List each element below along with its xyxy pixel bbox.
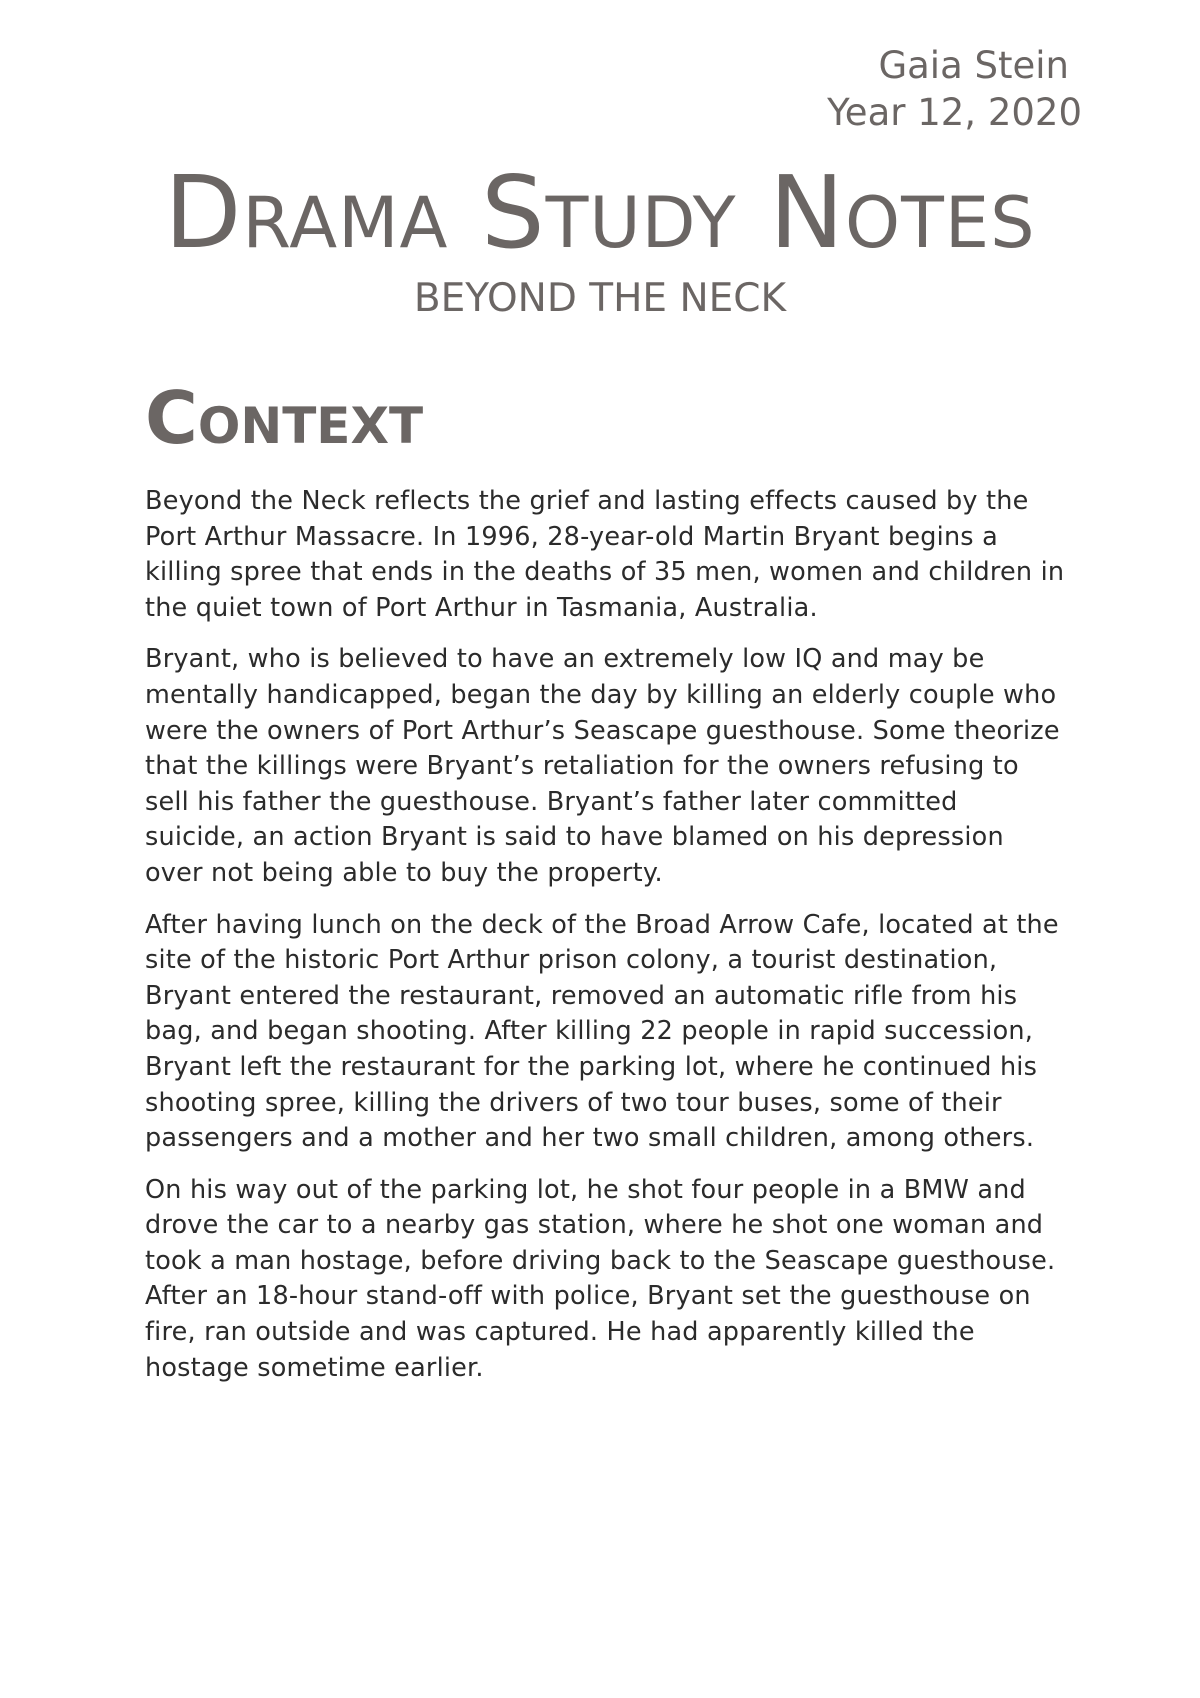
author-year: Year 12, 2020 xyxy=(827,91,1082,134)
paragraph: Bryant, who is believed to have an extremely low IQ and may be mentally handicapped, began the day by killing an elderly couple who were the owners of Port Arthur’s Seascape guesthouse. Some theorize that the killings were Bryant’s retaliation for the owners refusing to sell his father the guesthouse. Bryant’s father later committed suicide, an action Bryant is said to have blamed on his depression over not being able to buy the property. xyxy=(145,644,1060,888)
document-title: Drama Study Notes xyxy=(164,154,1036,271)
author-name: Gaia Stein xyxy=(878,44,1069,87)
document-subtitle: BEYOND THE NECK xyxy=(413,276,787,321)
context-body xyxy=(145,484,1065,1402)
paragraph: On his way out of the parking lot, he shot four people in a BMW and drove the car to a nearby gas station, where he shot one woman and took a man hostage, before driving back to the Seascape guesthouse. After an 18-hour stand-off with police, Bryant set the guesthouse on fire, ran outside and was captured. He had apparently killed the hostage sometime earlier. xyxy=(145,1174,1056,1383)
author-block xyxy=(827,42,1082,136)
paragraph: After having lunch on the deck of the Broad Arrow Cafe, located at the site of the historic Port Arthur prison colony, a tourist destination, Bryant entered the restaurant, removed an automatic rifle from his bag, and began shooting. After killing 22 people in rapid succession, Bryant left the restaurant for the parking lot, where he continued his shooting spree, killing the drivers of two tour buses, some of their passengers and a mother and her two small children, among others. xyxy=(145,909,1059,1154)
paragraph: Beyond the Neck reflects the grief and lasting effects caused by the Port Arthur Massacre. In 1996, 28-year-old Martin Bryant begins a killing spree that ends in the deaths of 35 men, women and children in the quiet town of Port Arthur in Tasmania, Australia. xyxy=(145,486,1065,623)
section-heading-context: Context xyxy=(145,376,424,460)
